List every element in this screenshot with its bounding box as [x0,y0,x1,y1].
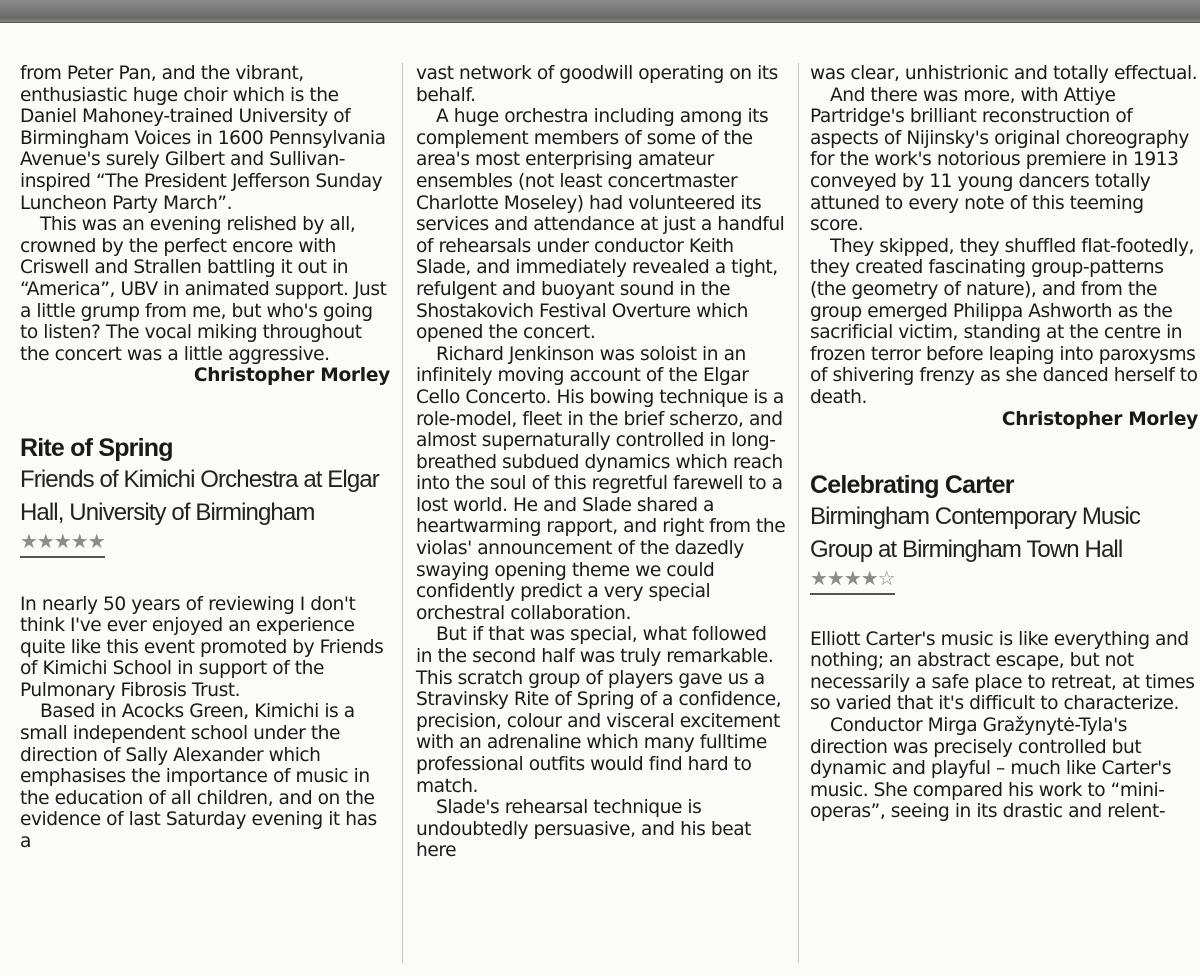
paragraph: Elliott Carter's music is like everything and nothing; an abstract escape, but not necessarily a safe place to retreat, at times so varied that it's difficult to characterize. [810,628,1195,715]
column-3 [810,63,1198,823]
paragraph: In nearly 50 years of reviewing I don't think I've ever enjoyed an experience quite like this event promoted by Friends of Kimichi School in support of the Pulmonary Fibrosis Trust. [20,593,384,701]
paragraph: They skipped, they shuffled flat-footedly, they created fascinating group-patterns (the geometry of nature), and from the group emerged Philippa Ashworth as the sacrificial victim, standing at the centre in frozen terror before leaping into paroxysms of shivering frenzy as she danced herself to death. [810,235,1198,408]
byline: Christopher Morley [1001,408,1198,430]
paragraph: Slade's rehearsal technique is undoubtedly persuasive, and his beat here [416,797,751,862]
star-rating: ★★★★★ [20,531,105,558]
review-title: Rite of Spring [20,433,173,462]
star-rating: ★★★★☆ [810,568,895,595]
column-1 [20,63,390,853]
continued-paragraph: was clear, unhistrionic and totally effectual. [810,63,1198,84]
review-venue: Friends of Kimichi Orchestra at Elgar Hall, University of Birmingham [20,465,379,526]
paragraph: Based in Acocks Green, Kimichi is a small independent school under the direction of Sally Alexander which emphasises the importance of music in the education of all children, and on the evidence of last Saturday evening it has a [20,701,377,853]
continued-paragraph: from Peter Pan, and the vibrant, enthusiastic huge choir which is the Daniel Mahoney-trained University of Birmingham Voices in 1600 Pennsylvania Avenue's surely Gilbert and Sullivan-inspired “The President Jefferson Sunday Luncheon Party March”. [20,63,386,214]
byline: Christopher Morley [193,365,390,387]
review-venue: Birmingham Contemporary Music Group at Birmingham Town Hall [810,503,1141,564]
paragraph: This was an evening relished by all, crowned by the perfect encore with Criswell and Strallen battling it out in “America”, UBV in animated support. Just a little grump from me, but who's going to listen? The vocal miking throughout the concert was a little aggressive. [20,214,387,365]
paragraph: And there was more, with Attiye Partridge's brilliant reconstruction of aspects of Nijinsky's original choreography for the work's notorious premiere in 1913 conveyed by 11 young dancers totally attuned to every note of this teeming score. [810,84,1189,236]
paragraph: Conductor Mirga Gražynytė-Tyla's direction was precisely controlled but dynamic and playful – much like Carter's music. She compared his work to “mini-operas”, seeing in its drastic and relent- [810,715,1172,823]
review-title: Celebrating Carter [810,471,1014,500]
paragraph: Richard Jenkinson was soloist in an infinitely moving account of the Elgar Cello Concerto. His bowing technique is a role-model, fleet in the brief scherzo, and almost supernaturally controlled in long-breathed subdued dynamics which reach into the soul of this regretful farewell to a lost world. He and Slade shared a heartwarming rapport, and right from the violas' announcement of the dazedly swaying opening theme we could confidently predict a very special orchestral collaboration. [416,343,786,624]
paragraph: But if that was special, what followed in the second half was truly remarkable. This scratch group of players gave us a Stravinsky Rite of Spring of a confidence, precision, colour and visceral excitement with an adrenaline which many fulltime professional outfits would find hard to match. [416,624,782,797]
continued-paragraph: vast network of goodwill operating on its behalf. [416,63,778,106]
column-divider [402,63,403,963]
newspaper-page [0,22,1200,976]
paragraph: A huge orchestra including among its complement members of some of the area's most enterprising amateur ensembles (not least concertmaster Charlotte Moseley) had volunteered its services and attendance at just a handful of rehearsals under conductor Keith Slade, and immediately revealed a tight, refulgent and buoyant sound in the Shostakovich Festival Overture which opened the concert. [416,106,785,344]
column-2 [416,63,786,862]
column-divider [798,63,799,963]
